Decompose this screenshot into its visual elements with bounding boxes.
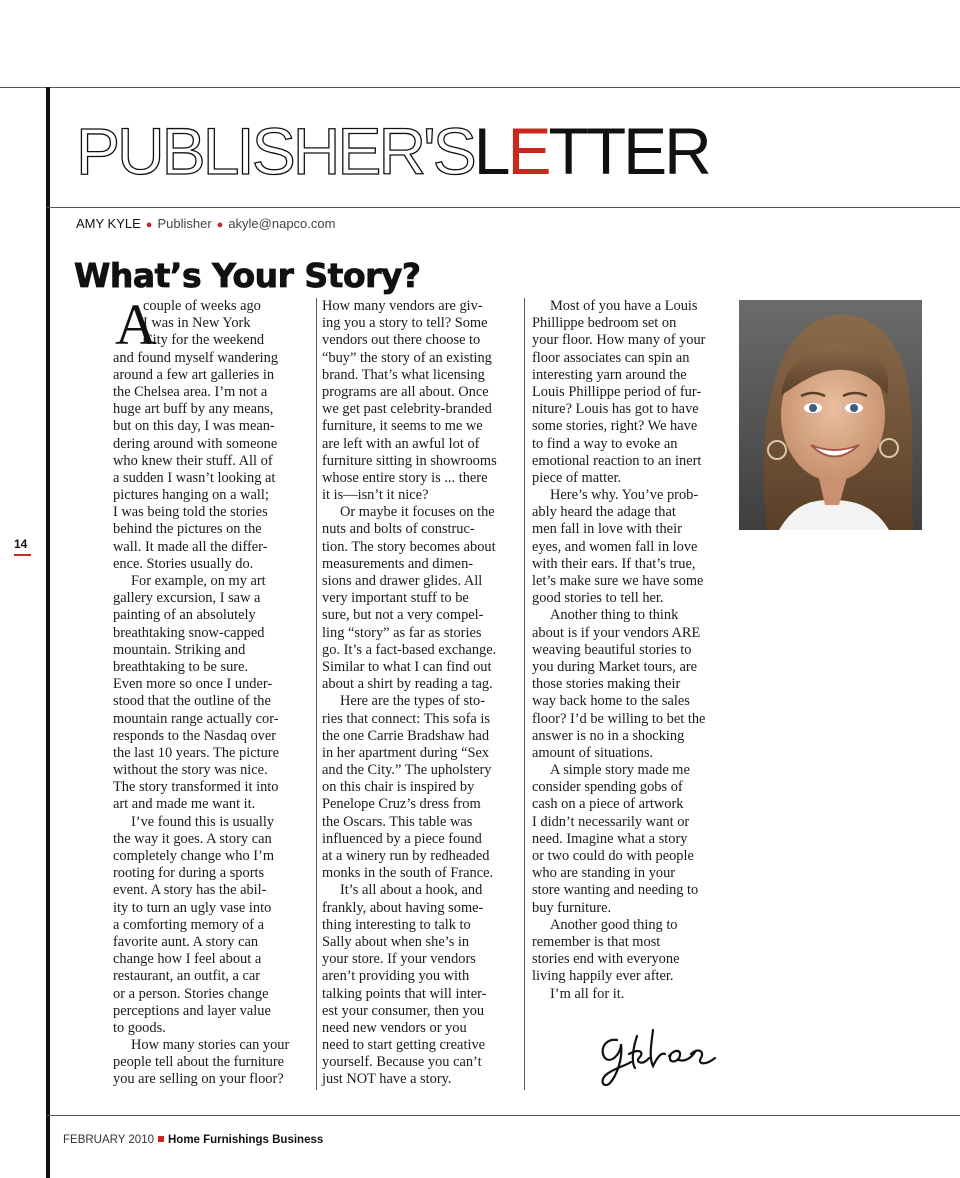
article-line: need to start getting creative <box>322 1037 486 1054</box>
article-line: Here’s why. You’ve prob- <box>550 487 699 504</box>
byline <box>76 216 335 231</box>
article-line: you are selling on your floor? <box>113 1071 284 1088</box>
article-line: cash on a piece of artwork <box>532 796 684 813</box>
article-line: I didn’t necessarily want or <box>532 813 690 830</box>
article-column-2 <box>322 298 518 1089</box>
article-line: est your consumer, then you <box>322 1002 485 1019</box>
article-line: Most of you have a Louis <box>550 298 698 314</box>
article-line: a sudden I wasn’t looking at <box>113 469 276 486</box>
article-line: City for the weekend <box>143 332 265 349</box>
issue-date: FEBRUARY 2010 <box>63 1134 154 1146</box>
article-line: you during Market tours, are <box>532 658 698 675</box>
article-line: A simple story made me <box>550 762 690 779</box>
article-column-1 <box>113 292 310 1089</box>
article-line: Another thing to think <box>550 607 679 624</box>
article-line: gallery excursion, I saw a <box>113 590 261 607</box>
article-line: eyes, and women fall in love <box>532 538 698 555</box>
article-line: and found myself wandering <box>113 349 279 366</box>
publication-name: Home Furnishings Business <box>167 1134 324 1146</box>
page-number: 14 <box>14 537 28 551</box>
article-line: programs are all about. Once <box>322 383 489 400</box>
footer-rule <box>47 1115 960 1116</box>
author-email[interactable]: akyle@napco.com <box>228 216 336 231</box>
article-line: completely change who I’m <box>113 848 275 864</box>
article-column-3 <box>532 298 728 1003</box>
author-role: Publisher <box>157 216 212 231</box>
article-line: For example, on my art <box>131 573 266 589</box>
article-line: Even more so once I under- <box>113 676 273 693</box>
article-line: brand. That’s what licensing <box>322 366 485 383</box>
article-line: Similar to what I can find out <box>322 658 492 675</box>
article-line: the last 10 years. The picture <box>113 744 279 761</box>
article-line: it is—isn’t it nice? <box>322 487 429 504</box>
article-line: with their ears. If that’s true, <box>532 555 696 572</box>
article-line: interesting yarn around the <box>532 366 687 383</box>
article-line: without the story was nice. <box>113 762 268 779</box>
masthead-thin: PUBLISHER'S <box>76 114 474 188</box>
article-line: I was being told the stories <box>113 504 268 521</box>
article-line: niture? Louis has got to have <box>532 401 699 418</box>
article-line: whose entire story is ... there <box>322 469 488 486</box>
article-line: restaurant, an outfit, a car <box>113 968 261 985</box>
article-line: Here are the types of sto- <box>340 693 486 710</box>
publisher-signature <box>595 1018 725 1090</box>
article-line: wall. It made all the differ- <box>113 538 268 555</box>
article-line: painting of an absolutely <box>113 607 256 624</box>
article-line: the Oscars. This table was <box>322 813 473 830</box>
top-rule <box>0 87 960 88</box>
article-line: The story transformed it into <box>113 779 279 796</box>
article-line: nuts and bolts of construc- <box>322 521 475 538</box>
article-line: amount of situations. <box>532 744 654 761</box>
masthead-bold-end: TTER <box>548 114 709 188</box>
drop-cap: A <box>115 292 157 357</box>
article-line: mountain. Striking and <box>113 641 246 658</box>
article-line: influenced by a piece found <box>322 830 482 847</box>
article-line: vendors out there choose to <box>322 332 481 349</box>
article-line: people tell about the furniture <box>113 1054 285 1071</box>
article-line: floor associates can spin an <box>532 349 690 366</box>
article-line: buy furniture. <box>532 899 612 916</box>
article-line: Phillippe bedroom set on <box>532 315 677 332</box>
article-line: on this chair is inspired by <box>322 779 475 796</box>
article-line: ity to turn an ugly vase into <box>113 899 272 916</box>
article-line: who knew their stuff. All of <box>113 452 273 469</box>
article-line: answer is no in a shocking <box>532 727 685 744</box>
article-line: let’s make sure we have some <box>532 573 704 589</box>
masthead-accent-letter: E <box>507 114 549 188</box>
masthead-rule <box>47 207 960 208</box>
article-line: emotional reaction to an inert <box>532 452 702 469</box>
article-line: some stories, right? We have <box>532 418 698 435</box>
column-divider <box>524 298 525 1090</box>
article-line: who are standing in your <box>532 865 676 882</box>
article-line: breathtaking to be sure. <box>113 658 249 675</box>
article-line: way back home to the sales <box>532 693 690 710</box>
article-line: at a winery run by redheaded <box>322 848 490 864</box>
article-line: weaving beautiful stories to <box>532 641 692 658</box>
bullet-icon: ● <box>216 219 224 231</box>
article-line: your floor. How many of your <box>532 332 706 349</box>
article-line: need. Imagine what a story <box>532 830 688 847</box>
article-line: ably heard the adage that <box>532 504 676 521</box>
article-line: talking points that will inter- <box>322 985 487 1002</box>
article-line: huge art buff by any means, <box>113 401 274 418</box>
article-line: I’ve found this is usually <box>131 813 275 830</box>
article-line: need new vendors or you <box>322 1019 467 1036</box>
article-line: and the City.” The upholstery <box>322 762 492 779</box>
article-line: couple of weeks ago <box>143 298 261 314</box>
article-line: ence. Stories usually do. <box>113 555 254 572</box>
article-line: pictures hanging on a wall; <box>113 487 269 504</box>
article-line: Another good thing to <box>550 916 678 933</box>
article-line: living happily ever after. <box>532 968 674 985</box>
article-line: frankly, about having some- <box>322 899 484 916</box>
article-line: tion. The story becomes about <box>322 538 496 555</box>
article-line: favorite aunt. A story can <box>113 933 259 950</box>
article-line: remember is that most <box>532 933 661 950</box>
article-line: the one Carrie Bradshaw had <box>322 727 490 744</box>
article-line: thing interesting to talk to <box>322 916 471 933</box>
article-line: just NOT have a story. <box>322 1071 452 1088</box>
article-line: or two could do with people <box>532 848 694 864</box>
article-line: monks in the south of France. <box>322 865 494 882</box>
article-line: a comforting memory of a <box>113 916 265 933</box>
article-line: furniture, it seems to me we <box>322 418 483 435</box>
article-line: mountain range actually cor- <box>113 710 279 727</box>
article-line: in her apartment during “Sex <box>322 744 490 761</box>
article-line: stood that the outline of the <box>113 693 271 710</box>
article-line: about a shirt by reading a tag. <box>322 676 493 693</box>
portrait-image <box>739 300 922 530</box>
article-line: I was in New York <box>143 315 251 332</box>
article-line: ries that connect: This sofa is <box>322 710 490 727</box>
article-line: I’m all for it. <box>550 985 625 1002</box>
article-line: sure, but not a very compel- <box>322 607 484 624</box>
article-line: we get past celebrity-branded <box>322 401 492 418</box>
article-line: to goods. <box>113 1019 166 1036</box>
article-line: behind the pictures on the <box>113 521 262 538</box>
article-line: ing you a story to tell? Some <box>322 315 488 332</box>
article-line: furniture sitting in showrooms <box>322 452 497 469</box>
article-line: It’s all about a hook, and <box>340 882 483 899</box>
article-line: yourself. Because you can’t <box>322 1054 482 1071</box>
square-bullet-icon <box>158 1136 164 1142</box>
article-line: consider spending gobs of <box>532 779 683 796</box>
left-margin-bar <box>46 87 50 1178</box>
author-photo <box>739 300 922 530</box>
article-line: stories end with everyone <box>532 951 680 968</box>
article-line: the way it goes. A story can <box>113 830 272 847</box>
column-divider <box>316 298 317 1090</box>
article-line: rooting for during a sports <box>113 865 265 882</box>
article-line: aren’t providing you with <box>322 968 470 985</box>
article-line: around a few art galleries in <box>113 366 275 383</box>
article-line: go. It’s a fact-based exchange. <box>322 641 497 658</box>
masthead-bold-start: L <box>473 114 508 188</box>
article-line: Louis Phillippe period of fur- <box>532 383 702 400</box>
author-name: AMY KYLE <box>76 216 141 231</box>
page-number-marker <box>14 554 31 556</box>
article-line: very important stuff to be <box>322 590 469 607</box>
article-line: about is if your vendors ARE <box>532 624 701 641</box>
article-line: to find a way to evoke an <box>532 435 678 452</box>
article-line: “buy” the story of an existing <box>322 349 492 366</box>
article-headline: What’s Your Story? <box>74 256 421 295</box>
article-line: the Chelsea area. I’m not a <box>113 383 268 400</box>
section-masthead <box>76 114 709 188</box>
bullet-icon: ● <box>145 219 153 231</box>
page-footer <box>63 1134 323 1146</box>
article-line: Penelope Cruz’s dress from <box>322 796 481 813</box>
article-line: responds to the Nasdaq over <box>113 727 277 744</box>
article-line: dering around with someone <box>113 435 278 452</box>
article-line: event. A story has the abil- <box>113 882 267 899</box>
article-line: ling “story” as far as stories <box>322 624 482 641</box>
article-line: men fall in love with their <box>532 521 682 538</box>
signature-image <box>595 1018 725 1090</box>
article-line: Sally about when she’s in <box>322 933 470 950</box>
article-line: How many vendors are giv- <box>322 298 483 314</box>
article-line: are left with an awful lot of <box>322 435 480 452</box>
article-line: or a person. Stories change <box>113 985 269 1002</box>
article-line: How many stories can your <box>131 1037 290 1054</box>
article-line: those stories making their <box>532 676 681 693</box>
article-line: your store. If your vendors <box>322 951 476 968</box>
article-line: but on this day, I was mean- <box>113 418 275 435</box>
article-line: measurements and dimen- <box>322 555 474 572</box>
article-line: perceptions and layer value <box>113 1002 271 1019</box>
article-line: art and made me want it. <box>113 796 256 813</box>
article-line: good stories to tell her. <box>532 590 664 607</box>
article-line: Or maybe it focuses on the <box>340 504 495 521</box>
article-line: sions and drawer glides. All <box>322 573 483 589</box>
article-line: change how I feel about a <box>113 951 262 968</box>
article-line: piece of matter. <box>532 469 622 486</box>
article-line: floor? I’d be willing to bet the <box>532 710 706 727</box>
article-line: breathtaking snow-capped <box>113 624 265 641</box>
article-line: store wanting and needing to <box>532 882 699 899</box>
